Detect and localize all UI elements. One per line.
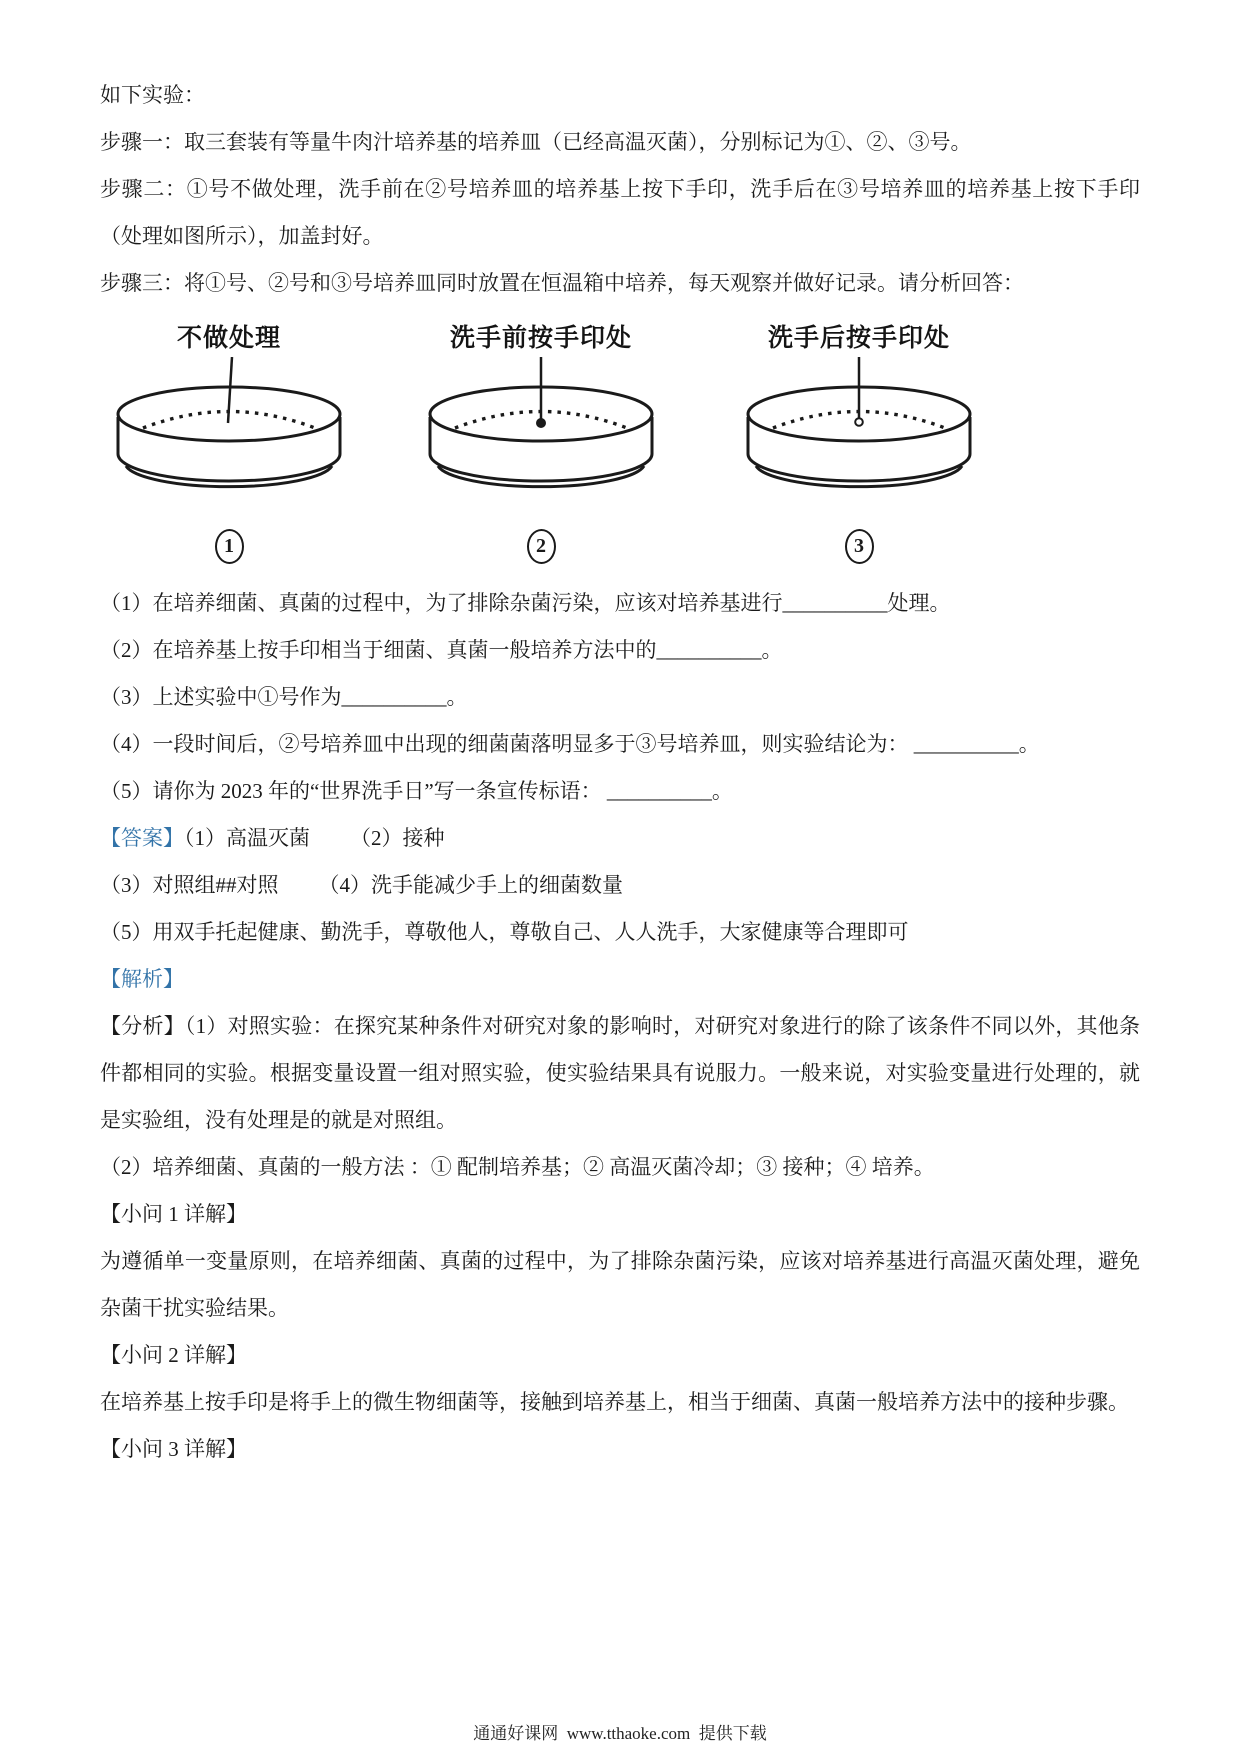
- dish-2-number: [527, 529, 556, 564]
- answer-item-4: （4）洗手能减少手上的细菌数量: [318, 873, 623, 897]
- petri-dish-group-1: [106, 321, 352, 564]
- dish-3-number: [845, 529, 874, 564]
- handprint-filled-dot-icon: [536, 418, 546, 428]
- dish-bottom-arc: [118, 454, 340, 481]
- dish-1-label: 不做处理: [176, 324, 281, 352]
- answer-line-1: [100, 815, 1140, 862]
- answer-line-3: （5）用双手托起健康、勤洗手，尊敬他人，尊敬自己、人人洗手，大家健康等合理即可: [100, 920, 909, 944]
- detail-3-label: 【小问 3 详解】: [100, 1437, 247, 1461]
- dish-base-arc: [438, 466, 644, 487]
- dish-2-label: 洗手前按手印处: [449, 324, 632, 352]
- question-5: （5）请你为 2023 年的“世界洗手日”写一条宣传标语： __________。: [100, 779, 733, 803]
- analysis-label: 【解析】: [100, 967, 184, 991]
- step-2: 步骤二：①号不做处理，洗手前在②号培养皿的培养基上按下手印，洗手后在③号培养皿的培养基上按下手印（处理如图所示），加盖封好。: [100, 177, 1140, 248]
- step-3: 步骤三：将①号、②号和③号培养皿同时放置在恒温箱中培养，每天观察并做好记录。请分析回答：: [100, 271, 1024, 295]
- petri-dish-figure-1: [109, 357, 349, 525]
- detail-1-label: 【小问 1 详解】: [100, 1202, 247, 1226]
- detail-2-label: 【小问 2 详解】: [100, 1343, 247, 1367]
- detail-1-text: 为遵循单一变量原则，在培养细菌、真菌的过程中，为了排除杂菌污染，应该对培养基进行高温灭菌处理，避免杂菌干扰实验结果。: [100, 1249, 1140, 1320]
- petri-dish-figure-3: [739, 357, 979, 525]
- petri-dish-group-2: [418, 321, 664, 564]
- circled-number-3: 3: [845, 529, 874, 564]
- dish-bottom-arc: [748, 454, 970, 481]
- answer-item-1: （1）高温灭菌: [184, 826, 310, 850]
- analysis-paragraph-1: 【分析】（1）对照实验：在探究某种条件对研究对象的影响时，对研究对象进行的除了该条件不同以外，其他条件都相同的实验。根据变量设置一组对照实验，使实验结果具有说服力。一般来说，对实验变量进行处理的，就是实验组，没有处理是的就是对照组。: [100, 1014, 1140, 1132]
- handprint-open-dot-icon: [855, 418, 863, 426]
- detail-2-text: 在培养基上按手印是将手上的微生物细菌等，接触到培养基上，相当于细菌、真菌一般培养方法中的接种步骤。: [100, 1390, 1129, 1414]
- circled-number-1: 1: [215, 529, 244, 564]
- answer-item-2: （2）接种: [350, 826, 445, 850]
- question-4: （4）一段时间后，②号培养皿中出现的细菌菌落明显多于③号培养皿，则实验结论为： __________。: [100, 732, 1040, 756]
- intro-text: 如下实验：: [100, 83, 205, 107]
- question-2: （2）在培养基上按手印相当于细菌、真菌一般培养方法中的__________。: [100, 638, 783, 662]
- dish-bottom-arc: [430, 454, 652, 481]
- circled-number-2: 2: [527, 529, 556, 564]
- dish-1-number: [215, 529, 244, 564]
- dish-base-arc: [126, 466, 332, 487]
- footer-site-credit: 通通好课网 www.tthaoke.com 提供下载: [473, 1724, 767, 1743]
- step-1: 步骤一：取三套装有等量牛肉汁培养基的培养皿（已经高温灭菌），分别标记为①、②、③号。: [100, 130, 972, 154]
- dish-3-label: 洗手后按手印处: [767, 324, 950, 352]
- question-3: （3）上述实验中①号作为__________。: [100, 685, 468, 709]
- dish-base-arc: [756, 466, 962, 487]
- petri-dish-group-3: [736, 321, 982, 564]
- petri-dish-diagram: [106, 321, 1140, 564]
- petri-dish-figure-2: [421, 357, 661, 525]
- answer-item-3: （3）对照组##对照: [100, 873, 279, 897]
- answer-label: 【答案】: [100, 826, 184, 850]
- analysis-paragraph-2: （2）培养细菌、真菌的一般方法 ：① 配制培养基；② 高温灭菌冷却；③ 接种；④ 培养。: [100, 1155, 935, 1179]
- question-1: （1）在培养细菌、真菌的过程中，为了排除杂菌污染，应该对培养基进行__________处理。: [100, 591, 951, 615]
- answer-line-2: [100, 862, 1140, 909]
